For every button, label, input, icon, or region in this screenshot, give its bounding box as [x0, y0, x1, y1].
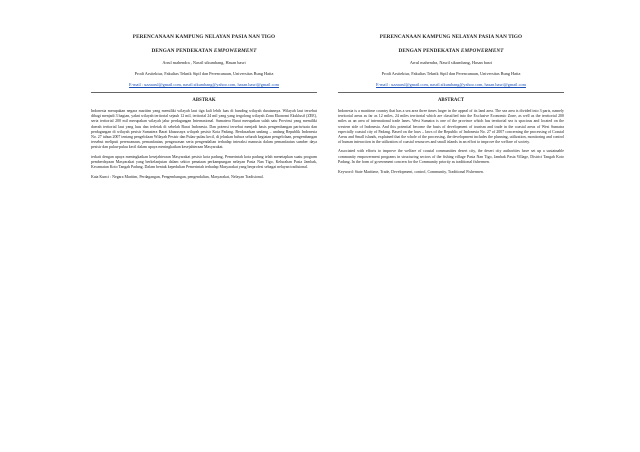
- abstract-paragraph: Indonesia is a maritime country that has a sea area three times larger in the appeal of its land area. The sea area is divided into 3 parts, namely territorial areas as far as 12 miles, 24 miles territorial which are classified into the Exclusive Economic Zone, as well as the territorial 200 miles as an area of international trade lanes. West Sumatra is one of the province which has territorial sea is spacious and located on the western side of Indonesia. And this potential become the basis of development of tourism and trade in the coastal areas of West Sumatra especially coastal city of Padang. Based on the laws – laws of the Republic of Indonesia No. 27 of 2007 concerning the processing of Coastal Areas and Small islands, explained that the whole of the processing, the development includes the planning, utilization, monitoring and control of human interaction in the utilization of coastal resources and small islands in an effort to improve the welfare of society.: [338, 108, 564, 145]
- abstract-paragraph: Indonesia merupakan negara maritim yang memiliki wilayah laut tiga kali lebih luas di banding wilayah daratannya. Wilayah laut tersebut dibagi menjadi 3 bagian, yakni wilayah teritorial sejauh 12 mil, teritorial 24 mil yang yang tergolong wilayah Zona Ekonomi Eksklusif (ZEE), serta teritorial 200 mil merupakan wilayah jalur perdagangan Internasional. Sumatera Barat merupakan salah satu Provinsi yang memiliki daerah teritorial laut yang luas dan terletak di sebelah Barat Indonesia. Dan potensi tersebut menjadi basis pengembangan pariwisata dan perdagangan di wilayah pesisir Sumatera Barat khususnya wilayah pesisir Kota Padang. Berdasarkan undang – undang Republik Indonesia No. 27 tahun 2007 tentang pengelolaan Wilayah Pesisir dan Pulau-pulau kecil, di jelaskan bahwa seluruh kegiatan pengelolaan, pengembangan tersebut meliputi perencanaan, pemanfaatan, pengawasan serta pengendalian terhadap interaksi manusia dalam pemanfaatan sumber daya pesisir dan pulau-pulau kecil dalam upaya meningkatkan kesejahteraan Masyarakat.: [91, 108, 317, 150]
- keywords: Keyword: State Maritime, Trade, Development, control, Community, Traditional Fishermen.: [338, 169, 484, 175]
- page-indonesian: [91, 34, 317, 179]
- paper-title: PERENCANAAN KAMPUNG NELAYAN PASIA NAN TIGO: [379, 34, 523, 40]
- affiliation: Prodi Arsitektur, Fakultas Teknik Sipil dan Perencanaan, Universitas Bung Hatta: [381, 71, 521, 76]
- divider: [91, 92, 317, 93]
- abstract-heading: ABSTRACT: [437, 98, 465, 103]
- subtitle-emphasis: EMPOWERMENT: [460, 48, 504, 54]
- author-list: Arrul mahendra, Nasril sikumbang, Hasan basri: [409, 60, 493, 65]
- abstract-heading: ABSTRAK: [192, 98, 216, 103]
- email-link[interactable]: E-mail : uzzaarul@gmail.com, nasril.sikumbang@yahoo.com, hasan.basri@gmail.com: [376, 82, 526, 87]
- page-english: [338, 34, 564, 174]
- affiliation: Prodi Arsitektur, Fakultas Teknik Sipil dan Perencanaan, Universitas Bung Hatta: [134, 71, 274, 76]
- paper-subtitle: [338, 48, 564, 54]
- subtitle-prefix: DENGAN PENDEKATAN: [151, 48, 214, 54]
- email-link[interactable]: E-mail : uzzaarul@gmail.com, nasril.sikumbang@yahoo.com, hasan.basri@gmail.com: [129, 82, 279, 87]
- abstract-paragraph: Associated with efforts to improve the welfare of coastal communities desert city, the desert city authorities have set up a sustainable community empowerment programs in structuring sectors of the fishing village Pasia Nan Tigo, Jambak Pasia Village, District Tangah Koto Padang. In the form of government concern for the Community priority as traditional fishermen.: [338, 148, 564, 164]
- paper-title: PERENCANAAN KAMPUNG NELAYAN PASIA NAN TIGO: [132, 34, 276, 40]
- author-list: Arrul mahendra , Nasril sikumbang, Hasan basri: [162, 60, 246, 65]
- paper-subtitle: [91, 48, 317, 54]
- abstract-paragraph: terkait dengan upaya meningkatkan kesejahteraan Masyarakat pesisir kota padang, Pemerintah kota padang telah menetapkan suatu program pemberdayaan Masyarakat yang berkelanjutan dalam sektor penataan perkampungan nelayan Pasia Nan Tigo, Kelurahan Pasia Jambak, Kecamatan Koto Tangah Padang. Dalam bentuk kepedulian Pemerintah terhadap Masyarakat yang berprofesi sebagai nelayan tradisional.: [91, 153, 317, 170]
- subtitle-emphasis: EMPOWERMENT: [213, 48, 257, 54]
- keywords: Kata Kunci : Negara Maritim, Perdagangan, Pengembangan, pengendalian, Masyarakat, Nelayan Tradisional.: [91, 174, 264, 180]
- divider: [338, 92, 564, 93]
- subtitle-prefix: DENGAN PENDEKATAN: [398, 48, 461, 54]
